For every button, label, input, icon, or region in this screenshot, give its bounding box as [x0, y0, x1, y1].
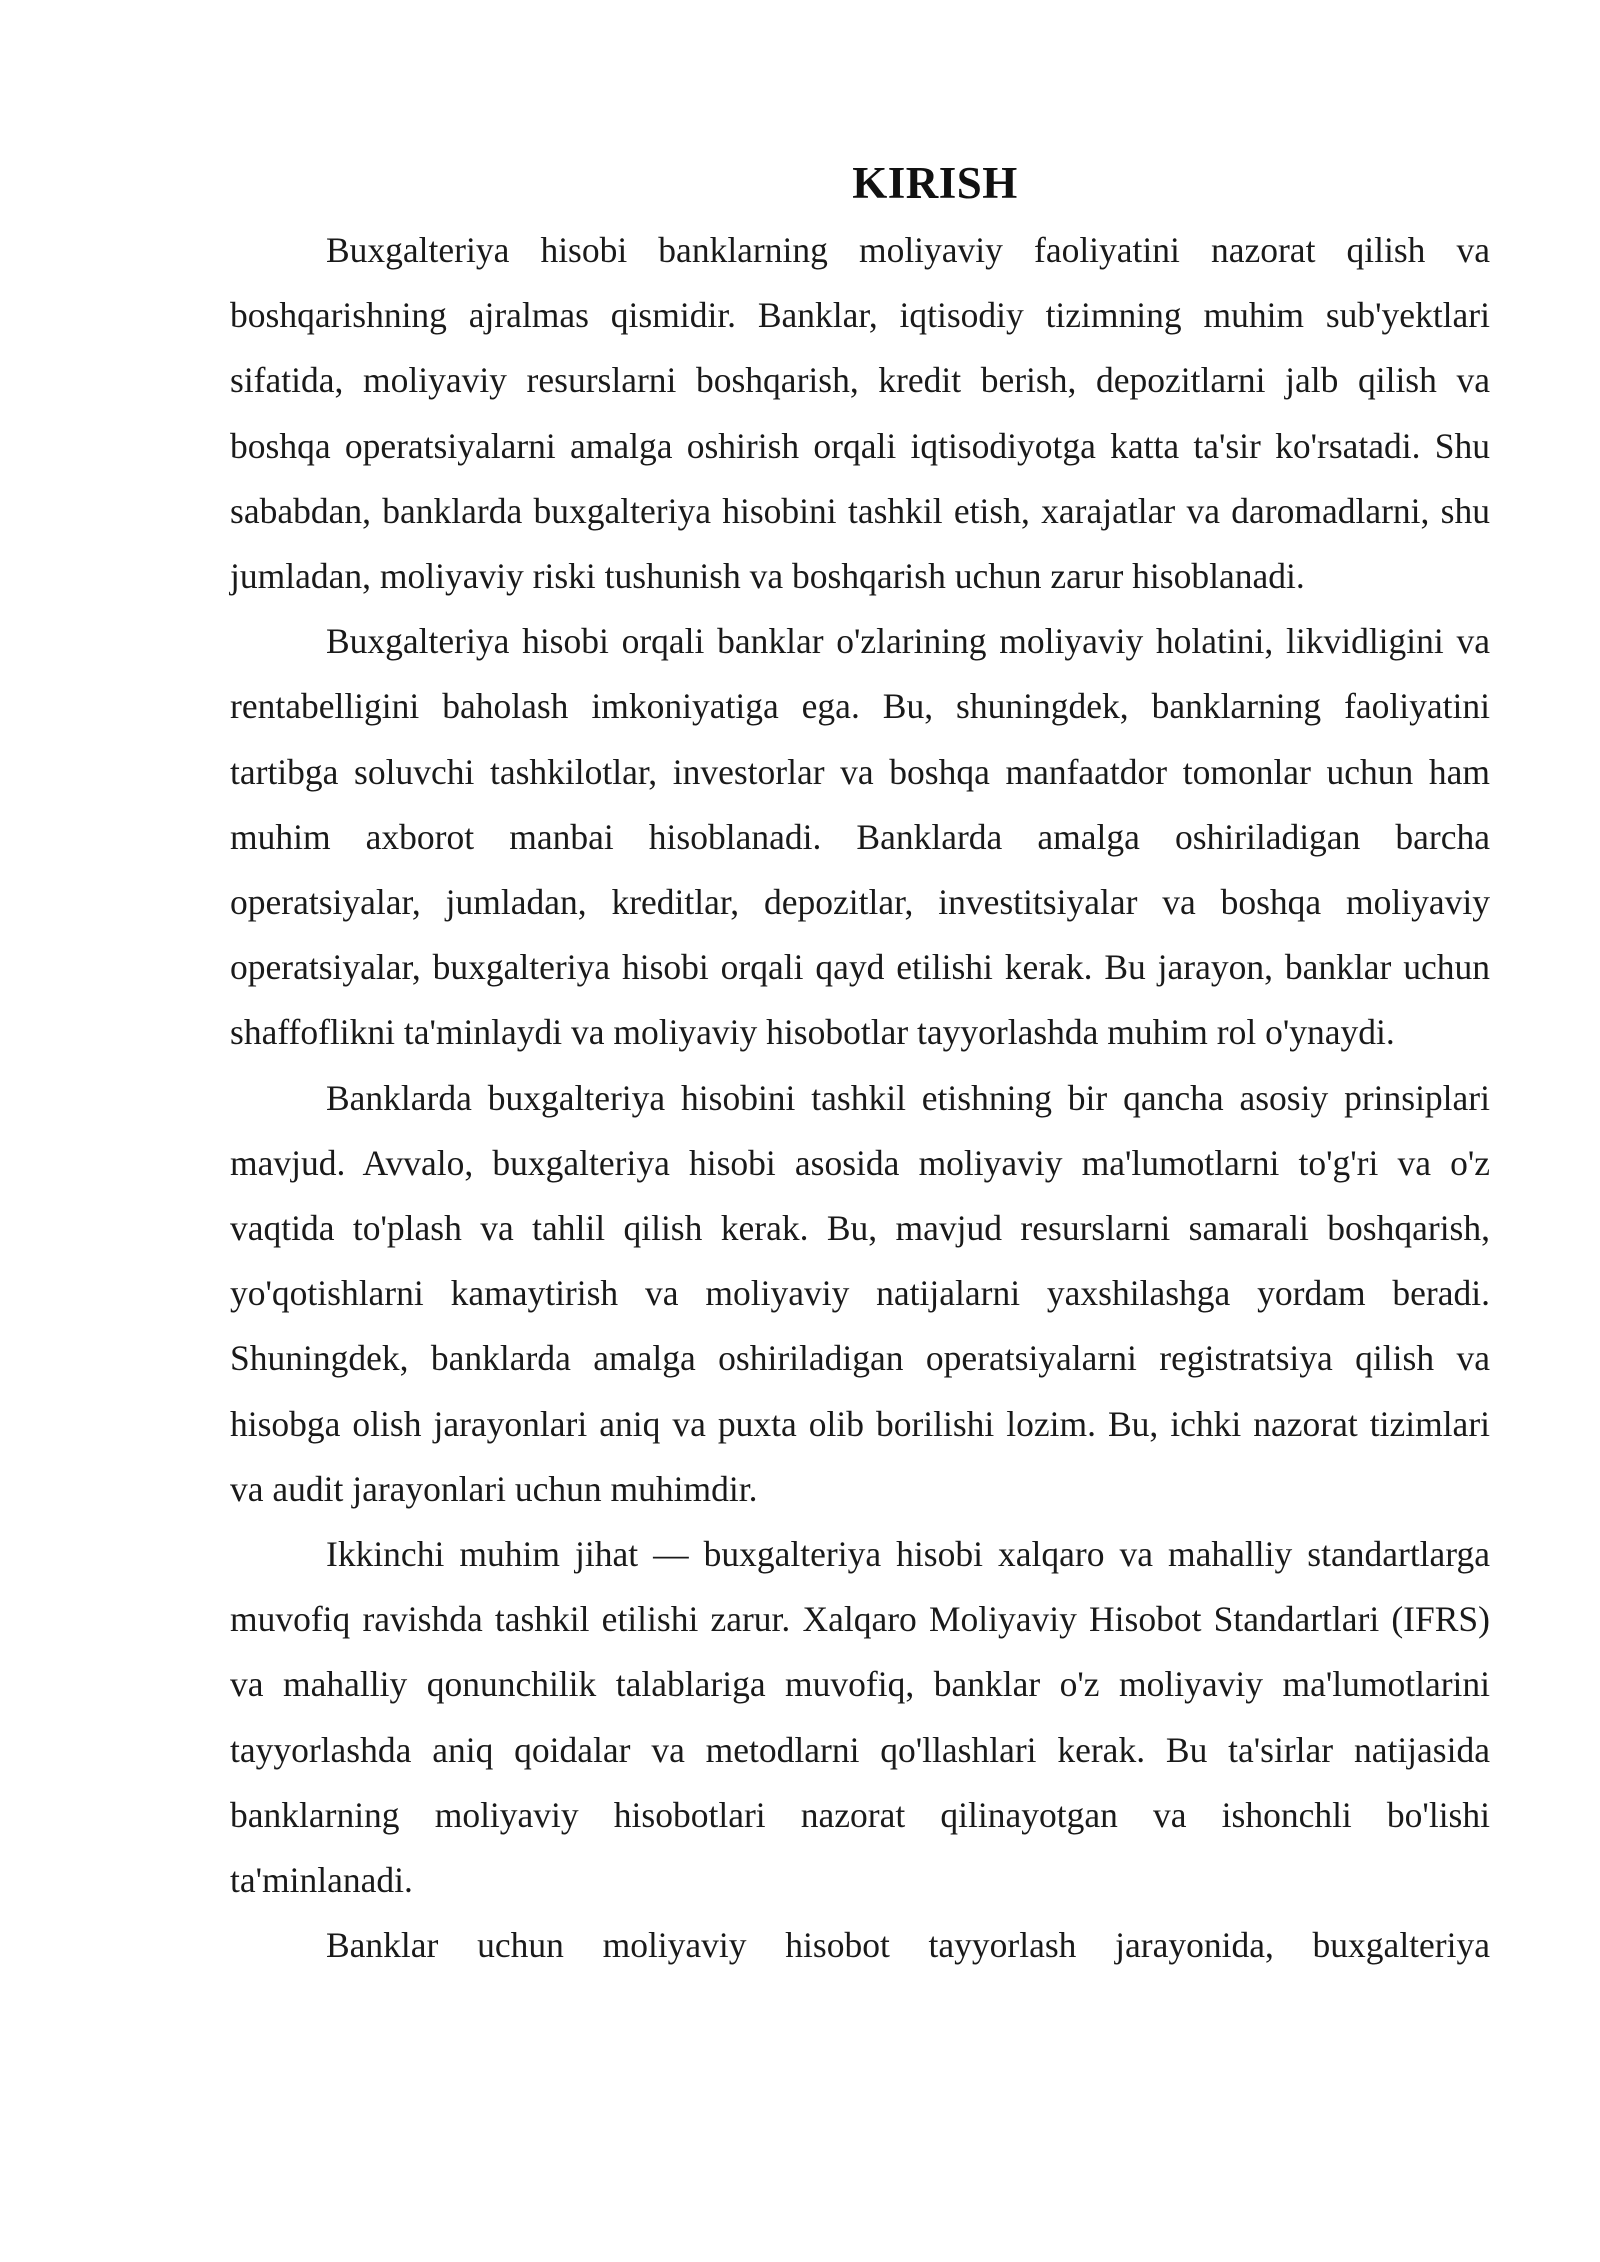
paragraph-3: Banklarda buxgalteriya hisobini tashkil etishning bir qancha asosiy prinsiplari mavjud. Avvalo, buxgalteriya hisobi asosida moliyaviy ma'lumotlarni to'g'ri va o'z vaqtida to'plash va tahlil qilish kerak. Bu, mavjud resurslarni samarali boshqarish, yo'qotishlarni kamaytirish va moliyaviy natijalarni yaxshilashga yordam beradi. Shuningdek, banklarda amalga oshiriladigan operatsiyalarni registratsiya qilish va hisobga olish jarayonlari aniq va puxta olib borilishi lozim. Bu, ichki nazorat tizimlari va audit jarayonlari uchun muhimdir. — [230, 1077, 1490, 1509]
paragraph-4: Ikkinchi muhim jihat — buxgalteriya hisobi xalqaro va mahalliy standartlarga muvofiq ravishda tashkil etilishi zarur. Xalqaro Moliyaviy Hisobot Standartlari (IFRS) va mahalliy qonunchilik talablariga muvofiq, banklar o'z moliyaviy ma'lumotlarini tayyorlashda aniq qoidalar va metodlarni qo'llashlari kerak. Bu ta'sirlar natijasida banklarning moliyaviy hisobotlari nazorat qilinayotgan va ishonchli bo'lishi ta'minlanadi. — [230, 1534, 1490, 1901]
document-title: KIRISH — [852, 158, 1018, 208]
paragraph-5: Banklar uchun moliyaviy hisobot tayyorlash jarayonida, buxgalteriya — [326, 1925, 1490, 1966]
document-page — [230, 150, 1490, 1978]
paragraph-2: Buxgalteriya hisobi orqali banklar o'zlarining moliyaviy holatini, likvidligini va rentabelligini baholash imkoniyatiga ega. Bu, shuningdek, banklarning faoliyatini tartibga soluvchi tashkilotlar, investorlar va boshqa manfaatdor tomonlar uchun ham muhim axborot manbai hisoblanadi. Banklarda amalga oshiriladigan barcha operatsiyalar, jumladan, kreditlar, depozitlar, investitsiyalar va boshqa moliyaviy operatsiyalar, buxgalteriya hisobi orqali qayd etilishi kerak. Bu jarayon, banklar uchun shaffoflikni ta'minlaydi va moliyaviy hisobotlar tayyorlashda muhim rol o'ynaydi. — [230, 621, 1490, 1053]
paragraph-1: Buxgalteriya hisobi banklarning moliyaviy faoliyatini nazorat qilish va boshqarishning ajralmas qismidir. Banklar, iqtisodiy tizimning muhim sub'yektlari sifatida, moliyaviy resurslarni boshqarish, kredit berish, depozitlarni jalb qilish va boshqa operatsiyalarni amalga oshirish orqali iqtisodiyotga katta ta'sir ko'rsatadi. Shu sababdan, banklarda buxgalteriya hisobini tashkil etish, xarajatlar va daromadlarni, shu jumladan, moliyaviy riski tushunish va boshqarish uchun zarur hisoblanadi. — [230, 230, 1490, 597]
